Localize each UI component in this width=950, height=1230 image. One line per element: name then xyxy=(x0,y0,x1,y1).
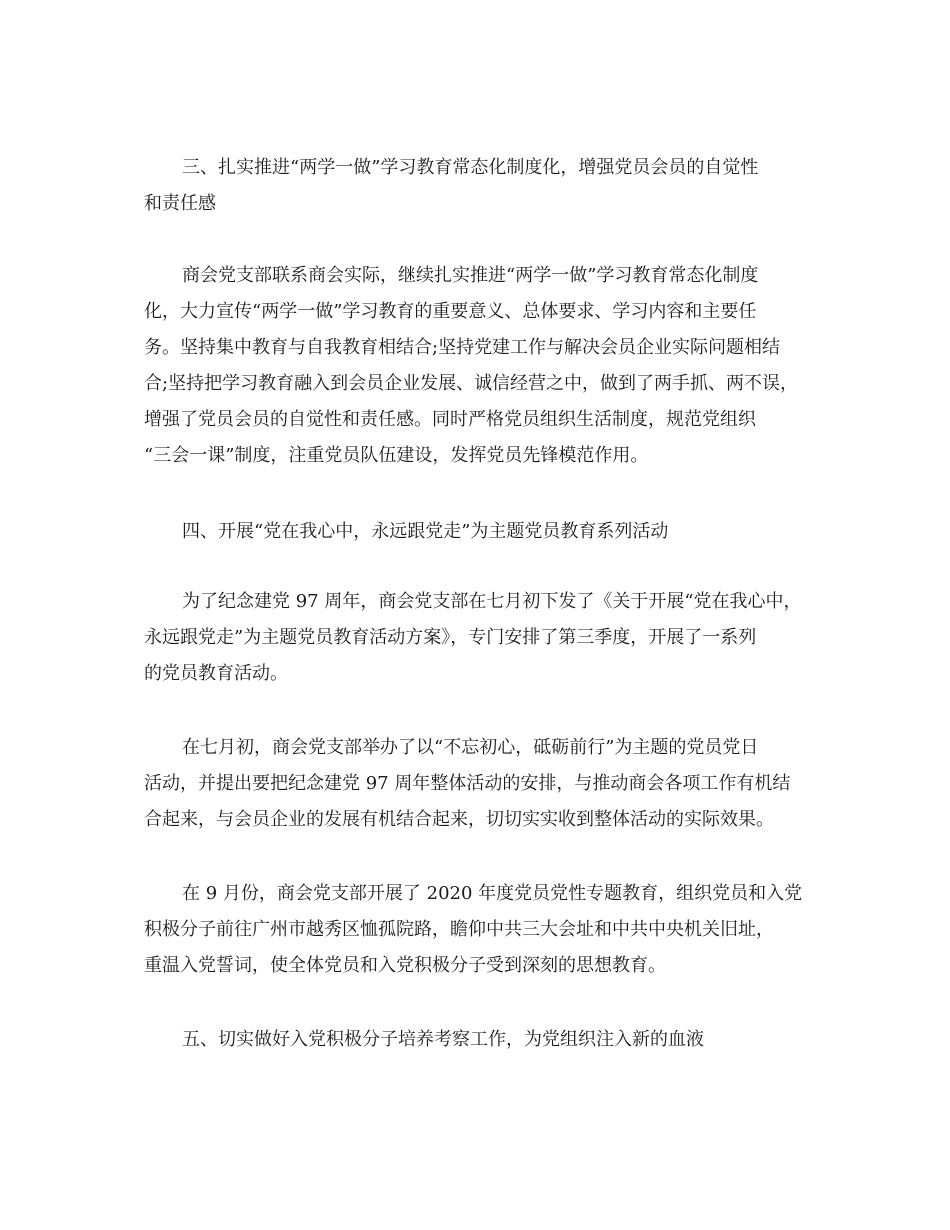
text-line: 在七月初，商会党支部举办了以“不忘初心，砥砺前行”为主题的党员党日 xyxy=(182,737,759,758)
text-line: 五、切实做好入党积极分子培养考察工作，为党组织注入新的血液 xyxy=(182,1029,704,1050)
text-line: “三会一课”制度，注重党员队伍建设，发挥党员先锋模范作用。 xyxy=(144,445,649,466)
section-heading-3 xyxy=(144,150,844,222)
section-heading-4 xyxy=(144,514,844,550)
text-line: 增强了党员会员的自觉性和责任感。同时严格党员组织生活制度，规范党组织 xyxy=(144,409,756,430)
text-line: 务。坚持集中教育与自我教育相结合;坚持党建工作与解决会员企业实际问题相结 xyxy=(144,337,781,358)
text-line: 化，大力宣传“两学一做”学习教育的重要意义、总体要求、学习内容和主要任 xyxy=(144,301,757,322)
body-paragraph xyxy=(144,258,844,474)
text-line: 合;坚持把学习教育融入到会员企业发展、诚信经营之中，做到了两手抓、两不误， xyxy=(144,373,799,394)
body-paragraph xyxy=(144,876,844,984)
text-line: 永远跟党走”为主题党员教育活动方案》，专门安排了第三季度，开展了一系列 xyxy=(144,627,757,648)
text-line: 的党员教育活动。 xyxy=(144,663,288,684)
text-line: 商会党支部联系商会实际，继续扎实推进“两学一做”学习教育常态化制度 xyxy=(182,265,759,286)
section-heading-5 xyxy=(144,1022,844,1058)
text-line: 积极分子前往广州市越秀区恤孤院路，瞻仰中共三大会址和中共中央机关旧址， xyxy=(144,919,774,940)
text-line: 四、开展“党在我心中，永远跟党走”为主题党员教育系列活动 xyxy=(182,521,669,542)
text-line: 在 9 月份，商会党支部开展了 2020 年度党员党性专题教育，组织党员和入党 xyxy=(182,883,803,904)
text-line: 活动，并提出要把纪念建党 97 周年整体活动的安排，与推动商会各项工作有机结 xyxy=(144,773,791,794)
body-paragraph xyxy=(144,584,844,692)
text-line: 三、扎实推进“两学一做”学习教育常态化制度化，增强党员会员的自觉性 xyxy=(182,157,759,178)
text-line: 为了纪念建党 97 周年，商会党支部在七月初下发了《关于开展“党在我心中， xyxy=(182,591,802,612)
body-paragraph xyxy=(144,730,844,838)
text-line: 重温入党誓词，使全体党员和入党积极分子受到深刻的思想教育。 xyxy=(144,955,666,976)
text-line: 合起来，与会员企业的发展有机结合起来，切切实实收到整体活动的实际效果。 xyxy=(144,809,774,830)
text-line: 和责任感 xyxy=(144,193,216,214)
